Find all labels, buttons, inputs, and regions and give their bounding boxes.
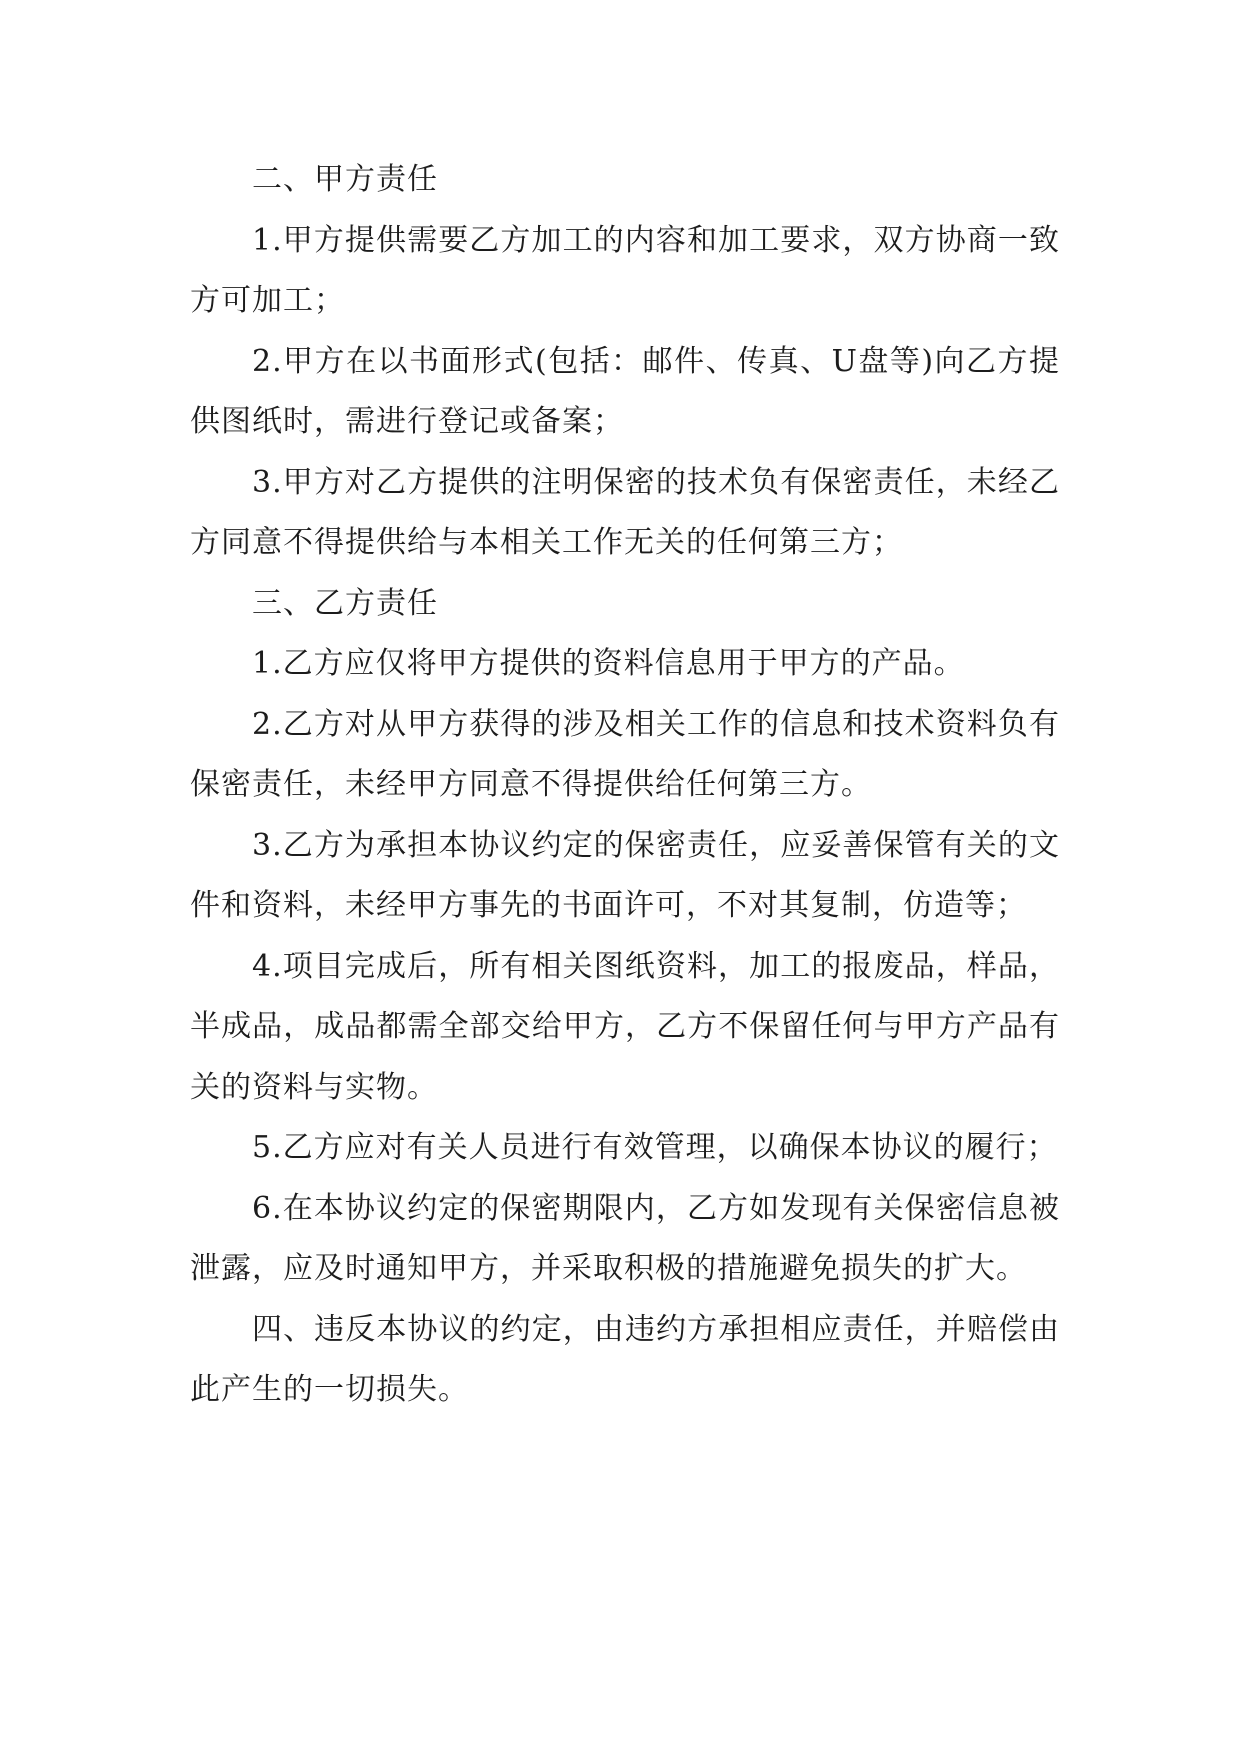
party-b-clause-6: 6.在本协议约定的保密期限内，乙方如发现有关保密信息被泄露，应及时通知甲方，并采取积极的措施避免损失的扩大。 [190,1190,1060,1286]
party-b-clause-1: 1.乙方应仅将甲方提供的资料信息用于甲方的产品。 [252,646,965,681]
party-a-clause-1: 1.甲方提供需要乙方加工的内容和加工要求，双方协商一致方可加工； [190,222,1060,318]
party-b-clause-4: 4.项目完成后，所有相关图纸资料，加工的报废品，样品，半成品，成品都需全部交给甲方，乙方不保留任何与甲方产品有关的资料与实物。 [190,948,1060,1105]
section-heading-party-b: 三、乙方责任 [252,585,438,621]
party-b-clause-5: 5.乙方应对有关人员进行有效管理，以确保本协议的履行； [252,1130,1058,1165]
party-a-clause-3: 3.甲方对乙方提供的注明保密的技术负有保密责任，未经乙方同意不得提供给与本相关工作无关的任何第三方； [190,464,1060,560]
party-a-clause-2: 2.甲方在以书面形式(包括：邮件、传真、U盘等)向乙方提供图纸时，需进行登记或备案； [190,343,1060,439]
document-body [190,150,1060,1421]
section-heading-party-a: 二、甲方责任 [252,162,438,197]
party-b-clause-2: 2.乙方对从甲方获得的涉及相关工作的信息和技术资料负有保密责任，未经甲方同意不得提供给任何第三方。 [190,706,1060,802]
party-b-clause-3: 3.乙方为承担本协议约定的保密责任，应妥善保管有关的文件和资料，未经甲方事先的书面许可，不对其复制，仿造等； [190,827,1060,923]
section-breach-clause: 四、违反本协议的约定，由违约方承担相应责任，并赔偿由此产生的一切损失。 [190,1311,1060,1407]
